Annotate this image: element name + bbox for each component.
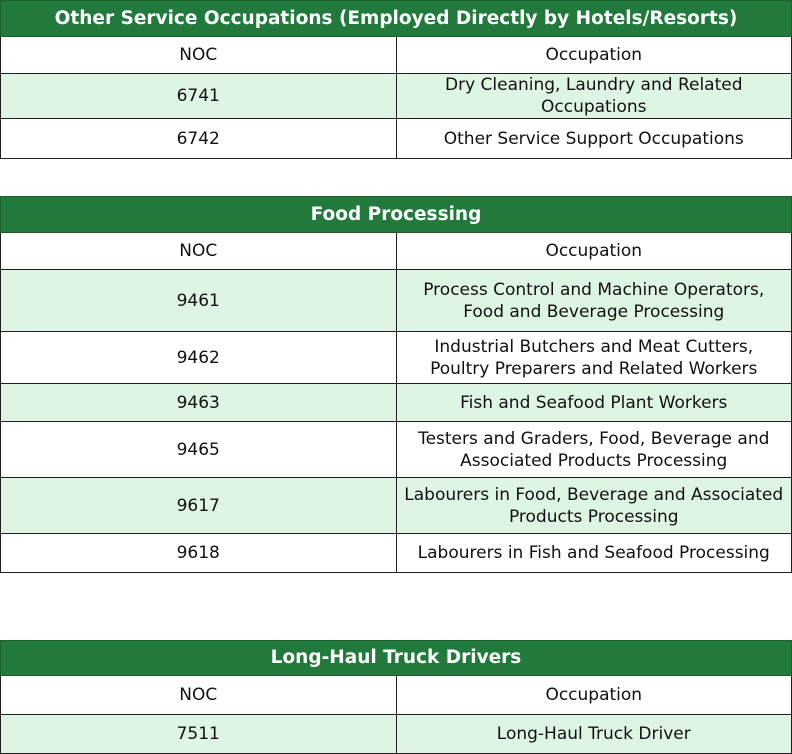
noc-column-header: NOC — [1, 37, 397, 74]
noc-cell: 9617 — [1, 478, 397, 534]
table-title: Long-Haul Truck Drivers — [1, 641, 792, 676]
noc-column-header: NOC — [1, 233, 397, 270]
table-row — [1, 74, 792, 119]
occupation-cell: Testers and Graders, Food, Beverage and Associated Products Processing — [396, 422, 792, 478]
noc-column-header: NOC — [1, 676, 397, 715]
occupation-cell: Long-Haul Truck Driver — [396, 715, 792, 754]
noc-cell: 9461 — [1, 270, 397, 332]
occupation-cell: Labourers in Fish and Seafood Processing — [396, 534, 792, 573]
noc-cell: 9463 — [1, 384, 397, 422]
noc-cell: 6742 — [1, 119, 397, 159]
occupation-cell: Fish and Seafood Plant Workers — [396, 384, 792, 422]
occupation-column-header: Occupation — [396, 676, 792, 715]
table-row — [1, 478, 792, 534]
table-row — [1, 119, 792, 159]
table-title: Food Processing — [1, 197, 792, 233]
table-row — [1, 534, 792, 573]
table-row — [1, 270, 792, 332]
occupation-cell: Process Control and Machine Operators, Food and Beverage Processing — [396, 270, 792, 332]
noc-cell: 7511 — [1, 715, 397, 754]
noc-cell: 9462 — [1, 332, 397, 384]
table-row — [1, 715, 792, 754]
food-processing-table — [0, 196, 792, 573]
table-row — [1, 422, 792, 478]
occupation-cell: Dry Cleaning, Laundry and Related Occupations — [396, 74, 792, 119]
occupation-cell: Other Service Support Occupations — [396, 119, 792, 159]
long-haul-truck-drivers-table — [0, 640, 792, 754]
occupation-column-header: Occupation — [396, 37, 792, 74]
noc-cell: 6741 — [1, 74, 397, 119]
table-title: Other Service Occupations (Employed Directly by Hotels/Resorts) — [1, 1, 792, 37]
noc-cell: 9465 — [1, 422, 397, 478]
table-row — [1, 332, 792, 384]
occupation-cell: Industrial Butchers and Meat Cutters, Poultry Preparers and Related Workers — [396, 332, 792, 384]
noc-cell: 9618 — [1, 534, 397, 573]
table-row — [1, 384, 792, 422]
occupation-column-header: Occupation — [396, 233, 792, 270]
occupation-cell: Labourers in Food, Beverage and Associated Products Processing — [396, 478, 792, 534]
other-service-occupations-table — [0, 0, 792, 159]
